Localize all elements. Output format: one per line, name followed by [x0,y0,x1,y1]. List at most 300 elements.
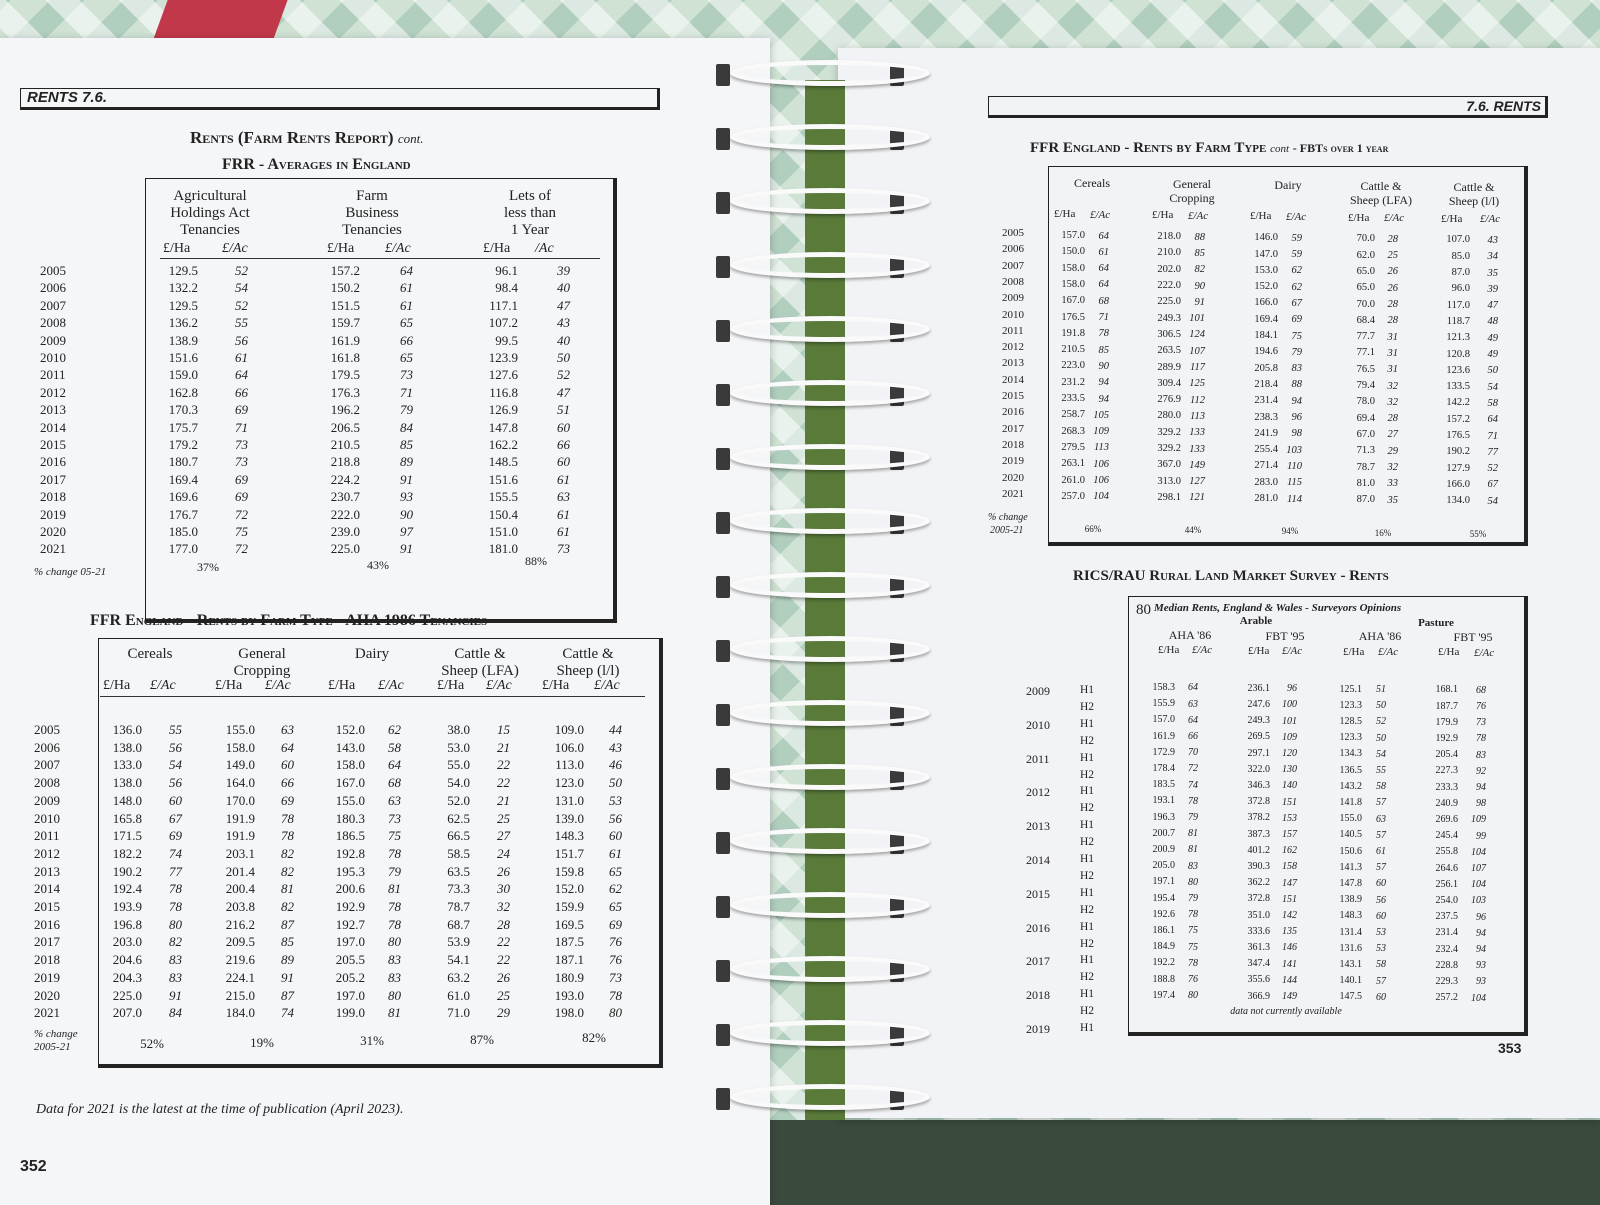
table-cell: 191.9 [225,810,255,826]
binding-ring [730,1020,930,1046]
punch-hole [716,1024,730,1046]
year-label: 2009 [40,332,66,348]
table-cell: 94 [1476,927,1486,939]
table-cell: 162.2 [488,437,518,452]
table-cell: 40 [557,332,570,348]
running-head-right-text: 7.6. RENTS [1466,98,1541,114]
table-cell: 131.6 [1339,942,1362,954]
table-cell: 150.6 [1339,845,1362,857]
table-cell: 83 [169,969,182,985]
table-cell: 50 [609,775,622,791]
table-cell: 225.0 [330,541,360,557]
section-title-cont: cont. [397,131,424,146]
column-header: Tenancies [342,222,402,238]
table-cell: 84 [400,419,413,435]
table-cell: 69.4 [1356,412,1375,424]
table-cell: 68 [1098,295,1109,307]
table-cell: 105 [1093,409,1109,421]
table-cell: 88 [1194,231,1205,243]
table-cell: 117.1 [489,297,518,313]
table-cell: 60 [557,454,570,470]
table-cell: 123.6 [1446,364,1470,376]
table-cell: 21 [497,792,510,808]
table-cell: 82 [281,899,294,914]
table3-title [1030,140,1388,157]
table-cell: 106 [1093,475,1109,487]
table-cell: 134.0 [1446,495,1470,507]
table-cell: 100 [1282,699,1297,711]
table-cell: 117 [1190,362,1205,374]
table-cell: 39 [557,263,570,278]
table-cell: 169.6 [168,489,198,505]
table-cell: 147.8 [1339,878,1362,889]
table-cell: 162.8 [168,384,198,400]
unit-header: £/Ha [1158,644,1180,656]
half-label: H2 [1080,802,1095,815]
binding-ring [730,828,930,854]
table-cell: 75 [1188,925,1198,937]
table-cell: 58 [1376,959,1386,971]
table-cell: 199.0 [335,1005,365,1021]
table-cell: 26 [497,969,510,985]
table-cell: 26 [497,863,510,879]
unit-header: £/Ha [1348,211,1370,224]
change-value: 87% [470,1031,494,1047]
change-value: 52% [140,1036,164,1051]
table-cell: 133 [1189,443,1205,455]
table-cell: 142.2 [1446,397,1470,409]
table-cell: 322.0 [1247,763,1270,775]
left-page [0,38,770,1205]
table-cell: 62 [1291,281,1302,293]
table-cell: 224.1 [225,969,255,985]
column-header: Dairy [1274,178,1302,192]
half-label: H2 [1080,1005,1095,1018]
bottom-shadow [700,1120,1600,1205]
table-cell: 67 [1487,479,1498,491]
table-cell: 142 [1282,910,1297,921]
table-cell: 107 [1471,863,1486,874]
table-cell: 218.8 [330,454,360,470]
unit-header: £/Ha [215,678,243,693]
table-cell: 231.4 [1435,927,1458,939]
table-cell: 66.5 [447,828,470,844]
table-cell: 75 [1188,941,1198,953]
table-cell: 196.2 [330,402,360,418]
table-cell: 28 [1387,233,1398,245]
table-cell: 56 [169,775,182,791]
table-cell: 59 [1291,249,1302,261]
table-cell: 49 [1487,332,1498,344]
table-cell: 151.6 [168,350,198,365]
table-cell: 387.3 [1247,828,1270,840]
year-label: 2020 [40,524,66,539]
table-cell: 181.0 [488,541,518,557]
table-cell: 140 [1282,780,1297,792]
unit-header: £/Ha [327,241,355,256]
table-cell: 197.0 [335,934,365,950]
table-cell: 185.0 [168,524,198,539]
unit-header: /Ac [535,241,554,256]
table-cell: 192.9 [335,899,365,914]
table-cell: 239.0 [330,524,360,539]
table-cell: 136.2 [168,315,198,331]
table-cell: 241.9 [1254,427,1278,439]
table-cell: 60 [557,419,570,435]
table-cell: 107 [1189,345,1205,357]
table-cell: 48 [1487,316,1498,328]
table-cell: 151 [1282,796,1297,808]
year-label: 2009 [1002,292,1024,305]
table-cell: 85 [400,437,413,452]
table-cell: 346.3 [1247,780,1270,791]
table-cell: 141 [1282,958,1297,970]
table-cell: 209.5 [225,934,255,950]
unit-header: £/Ac [1286,211,1307,223]
punch-hole [716,704,730,726]
table-cell: 118.7 [1446,315,1470,327]
year-label: 2017 [34,934,60,950]
year-label: 2017 [1002,422,1024,435]
table-cell: 153.0 [1254,264,1278,276]
table-cell: 276.9 [1157,394,1181,406]
table-cell: 43 [557,315,570,331]
red-tag [152,0,287,42]
change-value: 31% [360,1033,384,1048]
table-cell: 175.7 [168,419,198,435]
table-cell: 192.2 [1152,957,1175,969]
table-cell: 32 [1387,380,1398,392]
table-cell: 61 [557,471,570,487]
table-cell: 25 [1387,250,1398,262]
table-cell: 51 [557,402,570,418]
table-cell: 158 [1282,861,1297,873]
table-cell: 26 [1387,282,1398,294]
column-header: Sheep (LFA) [441,663,519,679]
table2-title: FFR England - Rents by Farm Type - AHA 1986 Tenancies [90,612,488,629]
half-label: H2 [1080,768,1095,781]
year-label: 2014 [1002,373,1024,386]
table-cell: 75 [388,828,401,844]
year-label: 2009 [1026,684,1050,698]
year-label: 2011 [1002,324,1024,337]
table-cell: 117.0 [1446,299,1470,311]
table-cell: 60 [1376,878,1386,890]
table-cell: 333.6 [1247,925,1270,937]
column-header: Cattle & [1453,180,1495,194]
table-cell: 79 [1291,346,1302,358]
table-cell: 143.2 [1339,780,1362,792]
table-cell: 53.0 [447,739,470,755]
table-cell: 280.0 [1157,410,1181,422]
table-cell: 157.0 [1152,714,1175,726]
half-label: H1 [1080,819,1095,832]
table-cell: 202.0 [1157,263,1181,275]
table-cell: 61 [557,506,570,522]
table-cell: 64 [281,739,294,755]
table-cell: 180.7 [168,454,198,470]
table-cell: 63.2 [447,969,470,985]
half-label: H1 [1080,886,1095,899]
table-cell: 70 [1188,747,1198,759]
table-cell: 61 [1098,246,1109,258]
table-cell: 107.2 [488,315,518,331]
table-cell: 176.3 [330,384,360,400]
table-cell: 180.9 [554,969,584,985]
table-cell: 158.0 [1061,262,1085,274]
year-label: 2010 [34,810,60,826]
table-cell: 66 [557,437,570,452]
unit-header: £/Ha [542,678,570,693]
table-cell: 54 [169,757,182,773]
table-cell: 205.0 [1152,860,1175,872]
table-cell: 147 [1282,877,1297,889]
table-cell: 85 [281,934,294,950]
table-cell: 83 [388,969,401,985]
column-header: Business [345,205,399,221]
unit-header: £/Ha [1250,210,1272,223]
table-cell: 101 [1282,715,1297,727]
table-cell: 165.8 [112,810,142,826]
table-cell: 64 [1188,714,1198,726]
table-cell: 309.4 [1157,377,1181,389]
table-cell: 73 [1476,717,1486,729]
year-label: 2019 [34,969,60,985]
table-cell: 125.1 [1339,683,1362,695]
table-cell: 184.9 [1152,941,1175,953]
table-cell: 186.5 [335,828,365,844]
column-header: Cereals [1074,176,1110,190]
year-label: 2010 [40,350,66,365]
column-header: AHA '86 [1168,628,1212,642]
half-label: H2 [1080,700,1095,713]
table-cell: 126.9 [488,402,518,418]
binding-ring [730,636,930,662]
table-cell: 82 [281,845,294,861]
table-cell: 151 [1282,893,1297,905]
table-cell: 78.7 [447,899,470,914]
header-rule [160,258,600,259]
table-cell: 43 [609,739,622,755]
year-label: 2017 [40,471,66,487]
table-cell: 68.4 [1356,314,1375,326]
column-header: General [238,646,286,662]
table-cell: 121.3 [1446,332,1470,344]
table-cell: 76 [1476,701,1486,712]
table-cell: 192.8 [335,845,365,861]
table-cell: 31 [1387,347,1398,359]
table-cell: 81 [1188,844,1198,856]
table-cell: 87 [281,916,294,932]
table-cell: 215.0 [225,987,255,1003]
punch-hole [716,64,730,86]
punch-hole [716,384,730,406]
table-cell: 157.2 [1446,413,1470,425]
table-cell: 58 [1376,781,1386,793]
table-cell: 107.0 [1446,234,1470,246]
column-header: Lets of [508,188,552,204]
column-header: Farm [356,188,388,204]
running-head-left [20,88,660,110]
table-cell: 222.0 [1157,280,1181,291]
table-cell: 64 [400,263,413,278]
group-header: Arable [1239,615,1273,627]
table-cell: 110 [1287,460,1302,472]
table-cell: 15 [497,722,510,737]
unit-header: £/Ha [1248,644,1270,657]
table-cell: 141.3 [1339,861,1362,873]
table-cell: 115 [1287,477,1302,489]
table-cell: 161.8 [330,350,360,365]
table-cell: 84 [169,1005,182,1021]
table-cell: 77.1 [1356,347,1375,359]
table-cell: 58 [1487,397,1498,409]
table-cell: 313.0 [1157,475,1181,487]
table-cell: 73 [235,437,248,452]
table-cell: 69 [609,916,622,932]
change-value: 44% [1184,525,1202,536]
table-cell: 372.8 [1247,893,1270,905]
table-cell: 306.5 [1157,328,1181,340]
table-cell: 155.9 [1152,698,1175,710]
table-cell: 366.9 [1247,990,1270,1002]
table-cell: 224.2 [330,471,360,487]
year-label: 2013 [1002,357,1024,370]
year-label: 2012 [34,845,60,861]
table-cell: 196.8 [112,916,142,932]
punch-hole [716,1088,730,1110]
table-cell: 78 [1188,795,1198,807]
binding-ring [730,316,930,342]
table-cell: 90 [1098,360,1109,372]
right-page [838,48,1600,1118]
table-cell: 121 [1189,492,1205,504]
table-cell: 47 [557,297,570,313]
table-cell: 91 [281,969,294,985]
table-cell: 236.1 [1247,682,1270,694]
change-value: 66% [1084,524,1102,534]
unit-header: £/Ac [1474,646,1495,659]
table-cell: 78 [1098,328,1109,340]
table-cell: 68.7 [447,916,470,932]
table-cell: 268.3 [1061,425,1085,437]
column-header: Holdings Act [170,205,250,221]
table-cell: 63 [557,489,570,505]
table-cell: 240.9 [1435,797,1458,809]
table-cell: 138.0 [112,775,142,791]
table-cell: 133.0 [112,757,142,773]
table-cell: 187.7 [1435,700,1458,712]
punch-hole [716,640,730,662]
table-cell: 56 [609,810,622,826]
table-cell: 47 [1487,300,1498,312]
table-cell: 193.1 [1152,795,1175,807]
table-cell: 147.0 [1254,248,1278,260]
unit-header: £/Ac [378,678,404,693]
table-cell: 85.0 [1451,250,1470,262]
binding-ring [730,444,930,470]
punch-hole [716,768,730,790]
table-cell: 136.5 [1339,764,1362,776]
table-cell: 49 [1487,349,1498,361]
change-label: 2005-21 [34,1041,71,1053]
half-label: H2 [1080,903,1095,916]
change-value: 19% [250,1034,274,1050]
table-cell: 60 [609,828,622,844]
table-cell: 31 [1387,364,1398,376]
table-cell: 195.4 [1152,892,1175,904]
table-cell: 187.1 [554,952,584,968]
table-cell: 32 [1387,462,1398,474]
table-cell: 192.6 [1152,908,1175,920]
unit-header: £/Ac [385,241,411,256]
table-cell: 114 [1287,493,1302,505]
year-label: 2015 [40,437,66,452]
table-cell: 198.0 [554,1005,584,1021]
table-cell: 269.6 [1435,814,1458,825]
table-cell: 78 [388,845,401,861]
table-cell: 158.3 [1152,682,1175,693]
unit-header: £/Ha [1438,646,1460,659]
year-label: 2005 [40,263,66,278]
table-cell: 193.0 [554,987,584,1003]
year-label: 2007 [40,297,66,313]
table-cell: 143.0 [335,739,365,755]
table-cell: 71 [1098,312,1109,324]
table-cell: 103 [1471,895,1486,907]
table-cell: 60 [1376,910,1386,922]
column-header: Cattle & [1360,179,1402,193]
table-cell: 188.8 [1152,973,1175,985]
table-cell: 64 [235,367,248,383]
table-cell: 109 [1282,731,1297,743]
table-cell: 55 [169,722,182,737]
table-cell: 64 [1098,230,1109,242]
unit-header: £/Ha [1441,212,1463,225]
table-cell: 104 [1471,879,1486,891]
unit-header: £/Ac [486,678,512,693]
table-cell: 355.6 [1247,974,1270,986]
table-cell: 158.0 [335,757,365,773]
table-cell: 159.0 [168,367,198,383]
table-cell: 68 [388,775,401,791]
table-cell: 205.5 [335,952,365,968]
year-label: 2018 [1026,988,1050,1003]
table-cell: 62.0 [1356,249,1375,261]
table-cell: 168.1 [1435,684,1458,696]
table-cell: 245.4 [1435,830,1458,842]
table-cell: 78 [169,881,182,897]
table-cell: 361.3 [1247,942,1270,953]
punch-hole [716,960,730,982]
column-header: 1 Year [510,222,550,238]
table-cell: 61.0 [447,987,470,1003]
unit-header: £/Ac [265,678,291,693]
table-cell: 71 [235,419,248,435]
table-cell: 52 [235,297,248,313]
table-cell: 203.8 [225,899,255,914]
table-cell: 94 [1098,377,1109,389]
table-cell: 93 [1476,960,1486,972]
year-label: 2007 [34,757,60,773]
table-cell: 155.5 [488,489,518,505]
column-header: Agricultural [173,188,247,204]
unit-header: £/Ac [1384,212,1405,225]
table-cell: 271.4 [1254,460,1278,472]
table-cell: 159.7 [330,315,360,331]
year-label: 2006 [40,280,66,296]
table-cell: 89 [281,952,294,968]
